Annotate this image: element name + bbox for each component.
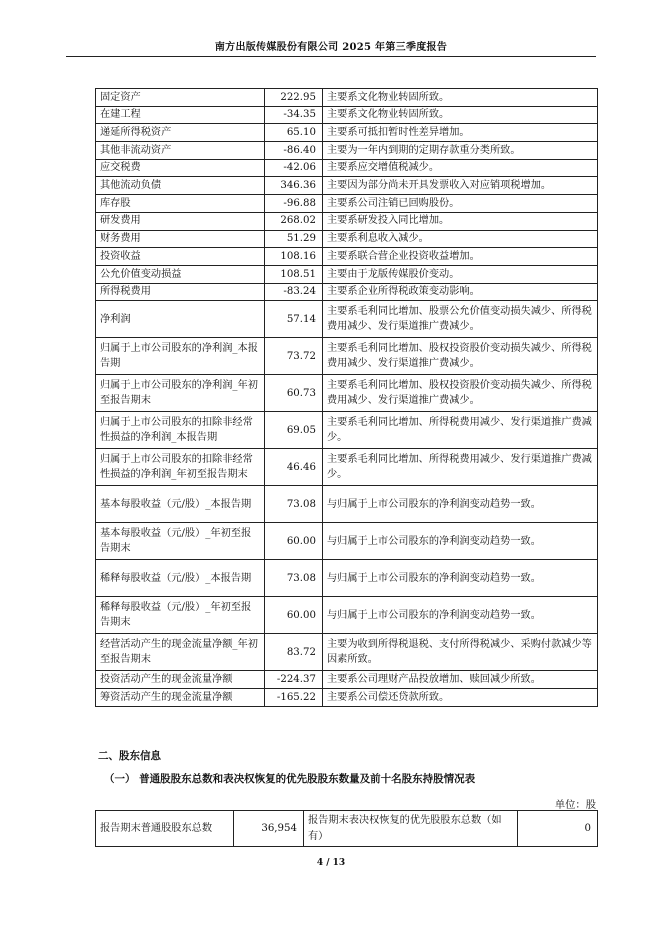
- change-ratio-cell: 60.73: [265, 375, 323, 412]
- reason-cell: 主要系毛利同比增加、所得税费用减少、发行渠道推广费减少。: [323, 412, 598, 449]
- reason-cell: 主要为收到所得税退税、支付所得税减少、采购付款减少等因素所致。: [323, 634, 598, 671]
- table-row: [96, 688, 598, 706]
- reason-cell: 主要系文化物业转固所致。: [323, 106, 598, 124]
- change-reason-table: [95, 88, 598, 707]
- reason-cell: 主要因为部分尚未开具发票收入对应销项税增加。: [323, 177, 598, 195]
- item-cell: 净利润: [96, 301, 265, 338]
- change-ratio-cell: -34.35: [265, 106, 323, 124]
- reason-cell: 主要系毛利同比增加、所得税费用减少、发行渠道推广费减少。: [323, 449, 598, 486]
- table-row: [96, 375, 598, 412]
- change-ratio-cell: 65.10: [265, 124, 323, 142]
- reason-cell: 主要系研发投入同比增加。: [323, 212, 598, 230]
- item-cell: 研发费用: [96, 212, 265, 230]
- change-ratio-cell: 346.36: [265, 177, 323, 195]
- reason-cell: 与归属于上市公司股东的净利润变动趋势一致。: [323, 597, 598, 634]
- common-shareholders-label: 报告期末普通股股东总数: [96, 811, 234, 847]
- item-cell: 归属于上市公司股东的扣除非经常性损益的净利润_年初至报告期末: [96, 449, 265, 486]
- table-row: [96, 265, 598, 283]
- change-ratio-cell: 268.02: [265, 212, 323, 230]
- table-row: [96, 338, 598, 375]
- change-ratio-cell: 60.00: [265, 597, 323, 634]
- reason-cell: 主要由于龙版传媒股价变动。: [323, 265, 598, 283]
- table-row: [96, 89, 598, 107]
- item-cell: 投资收益: [96, 248, 265, 266]
- change-ratio-cell: 60.00: [265, 523, 323, 560]
- table-row: [96, 159, 598, 177]
- table-row: [96, 634, 598, 671]
- item-cell: 经营活动产生的现金流量净额_年初至报告期末: [96, 634, 265, 671]
- item-cell: 稀释每股收益（元/股）_年初至报告期末: [96, 597, 265, 634]
- reason-cell: 主要系公司偿还贷款所致。: [323, 688, 598, 706]
- header-divider: [66, 56, 596, 57]
- item-cell: 所得税费用: [96, 283, 265, 301]
- item-cell: 库存股: [96, 195, 265, 213]
- table-row: [96, 597, 598, 634]
- table-row: [96, 177, 598, 195]
- item-cell: 归属于上市公司股东的净利润_本报告期: [96, 338, 265, 375]
- reason-cell: 主要系利息收入减少。: [323, 230, 598, 248]
- shareholder-count-table: [95, 810, 598, 847]
- table-row: [96, 301, 598, 338]
- subsection-title: （一） 普通股股东总数和表决权恢复的优先股股东数量及前十名股东持股情况表: [104, 773, 476, 785]
- change-ratio-cell: -83.24: [265, 283, 323, 301]
- reason-cell: 主要系公司理财产品投放增加、赎回减少所致。: [323, 671, 598, 689]
- item-cell: 其他流动负债: [96, 177, 265, 195]
- reason-cell: 主要系联合营企业投资收益增加。: [323, 248, 598, 266]
- reason-cell: 主要系文化物业转固所致。: [323, 89, 598, 107]
- table-row: [96, 486, 598, 523]
- reason-cell: 主要系可抵扣暂时性差异增加。: [323, 124, 598, 142]
- item-cell: 递延所得税资产: [96, 124, 265, 142]
- section-title: 二、股东信息: [98, 750, 161, 762]
- table-row: [96, 212, 598, 230]
- page-number: 4 / 13: [316, 858, 346, 868]
- reason-cell: 主要系公司注销已回购股份。: [323, 195, 598, 213]
- item-cell: 公允价值变动损益: [96, 265, 265, 283]
- item-cell: 基本每股收益（元/股）_年初至报告期末: [96, 523, 265, 560]
- item-cell: 财务费用: [96, 230, 265, 248]
- table-row: [96, 449, 598, 486]
- table-row: [96, 523, 598, 560]
- change-ratio-cell: 83.72: [265, 634, 323, 671]
- change-ratio-cell: 73.08: [265, 560, 323, 597]
- table-row: [96, 230, 598, 248]
- preferred-shareholders-value: 0: [518, 811, 598, 847]
- change-ratio-cell: 108.51: [265, 265, 323, 283]
- table-row: [96, 142, 598, 160]
- table-row: [96, 248, 598, 266]
- item-cell: 投资活动产生的现金流量净额: [96, 671, 265, 689]
- change-ratio-cell: 57.14: [265, 301, 323, 338]
- change-ratio-cell: 108.16: [265, 248, 323, 266]
- report-header: 南方出版传媒股份有限公司 2025 年第三季度报告: [214, 42, 448, 53]
- item-cell: 其他非流动资产: [96, 142, 265, 160]
- table-row: [96, 283, 598, 301]
- table-row: [96, 412, 598, 449]
- table-row: [96, 195, 598, 213]
- reason-cell: 主要系毛利同比增加、股权投资股价变动损失减少、所得税费用减少、发行渠道推广费减少。: [323, 338, 598, 375]
- unit-label: 单位：股: [554, 799, 596, 811]
- table-row: [96, 106, 598, 124]
- reason-cell: 主要系应交增值税减少。: [323, 159, 598, 177]
- item-cell: 固定资产: [96, 89, 265, 107]
- change-ratio-cell: 73.08: [265, 486, 323, 523]
- table-row: [96, 811, 598, 847]
- common-shareholders-value: 36,954: [234, 811, 304, 847]
- reason-cell: 主要系毛利同比增加、股票公允价值变动损失减少、所得税费用减少、发行渠道推广费减少。: [323, 301, 598, 338]
- item-cell: 稀释每股收益（元/股）_本报告期: [96, 560, 265, 597]
- item-cell: 基本每股收益（元/股）_本报告期: [96, 486, 265, 523]
- reason-cell: 与归属于上市公司股东的净利润变动趋势一致。: [323, 486, 598, 523]
- reason-cell: 主要为一年内到期的定期存款重分类所致。: [323, 142, 598, 160]
- item-cell: 应交税费: [96, 159, 265, 177]
- change-ratio-cell: 222.95: [265, 89, 323, 107]
- reason-cell: 与归属于上市公司股东的净利润变动趋势一致。: [323, 523, 598, 560]
- table-row: [96, 671, 598, 689]
- change-ratio-cell: 51.29: [265, 230, 323, 248]
- change-ratio-cell: 46.46: [265, 449, 323, 486]
- reason-cell: 主要系企业所得税政策变动影响。: [323, 283, 598, 301]
- item-cell: 归属于上市公司股东的扣除非经常性损益的净利润_本报告期: [96, 412, 265, 449]
- reason-cell: 与归属于上市公司股东的净利润变动趋势一致。: [323, 560, 598, 597]
- table-row: [96, 124, 598, 142]
- change-ratio-cell: -42.06: [265, 159, 323, 177]
- change-ratio-cell: -165.22: [265, 688, 323, 706]
- item-cell: 筹资活动产生的现金流量净额: [96, 688, 265, 706]
- change-ratio-cell: 73.72: [265, 338, 323, 375]
- reason-cell: 主要系毛利同比增加、股权投资股价变动损失减少、所得税费用减少、发行渠道推广费减少。: [323, 375, 598, 412]
- preferred-shareholders-label: 报告期末表决权恢复的优先股股东总数（如有）: [304, 811, 518, 847]
- change-ratio-cell: 69.05: [265, 412, 323, 449]
- change-ratio-cell: -224.37: [265, 671, 323, 689]
- item-cell: 归属于上市公司股东的净利润_年初至报告期末: [96, 375, 265, 412]
- item-cell: 在建工程: [96, 106, 265, 124]
- table-row: [96, 560, 598, 597]
- change-ratio-cell: -96.88: [265, 195, 323, 213]
- change-ratio-cell: -86.40: [265, 142, 323, 160]
